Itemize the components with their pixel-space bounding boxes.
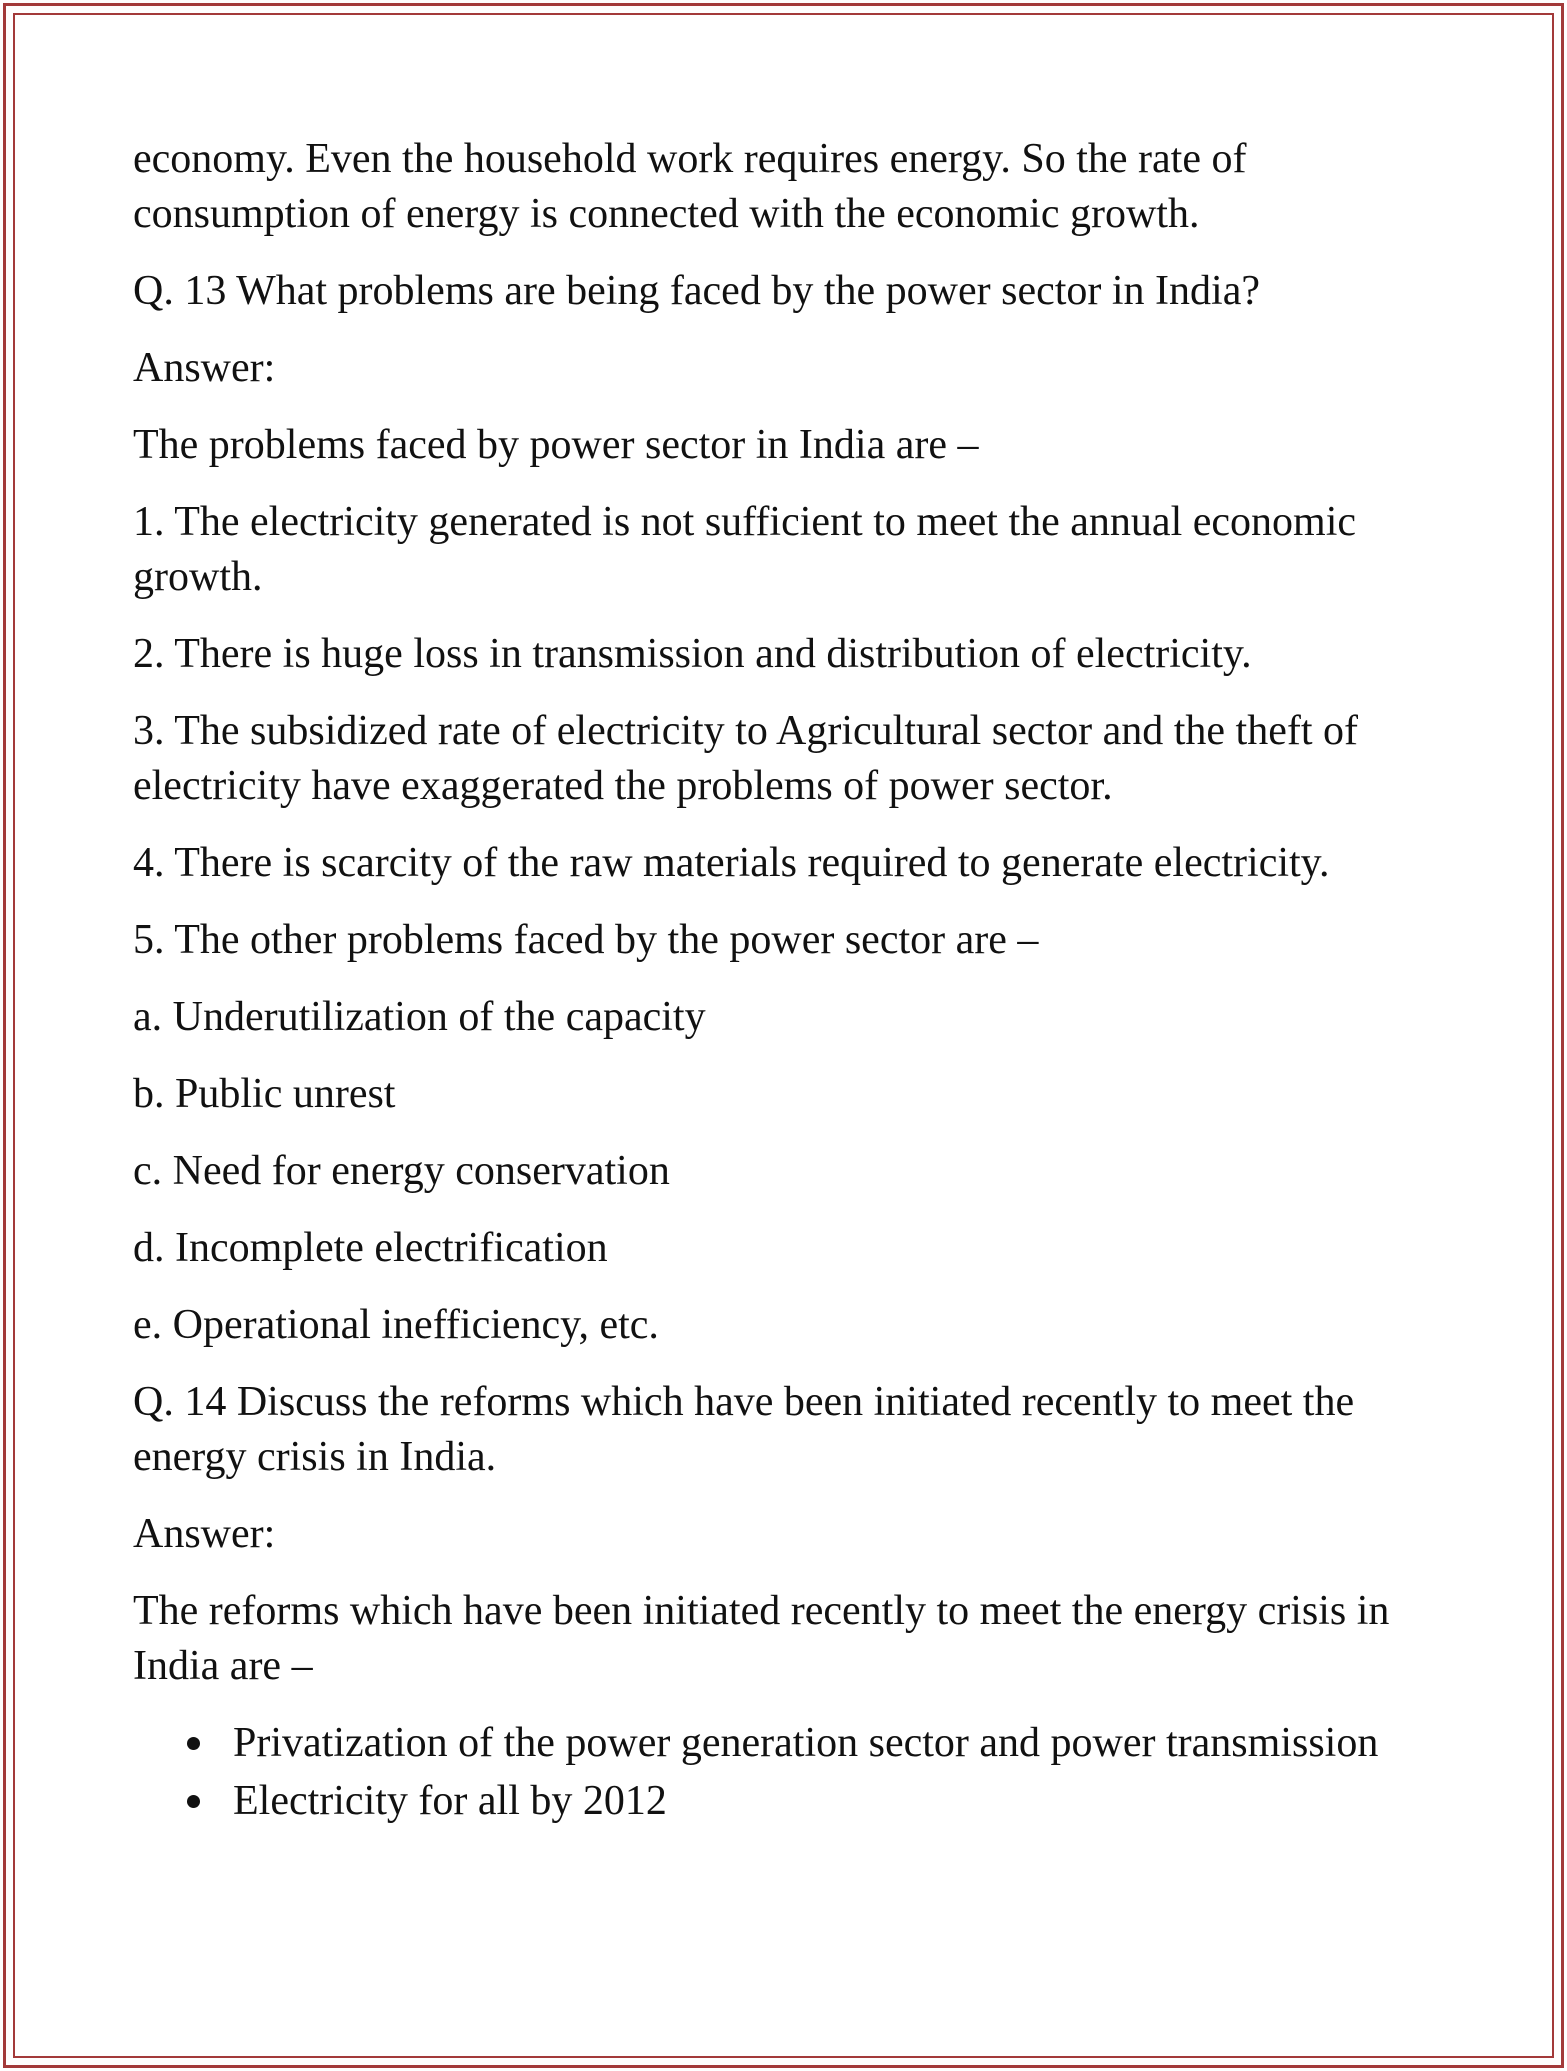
paragraph-economy-growth: economy. Even the household work requires energy. So the rate of consumption of energy is connected with the economic growth. (133, 136, 1247, 237)
reform-text: Electricity for all by 2012 (233, 1778, 667, 1824)
reforms-list (133, 1716, 1433, 1829)
sub-problem-d: d. Incomplete electrification (133, 1225, 608, 1271)
sub-problem-a: a. Underutilization of the capacity (133, 994, 706, 1040)
bullet-icon (187, 1795, 200, 1808)
answer-14-intro: The reforms which have been initiated recently to meet the energy crisis in India are – (133, 1588, 1390, 1689)
reform-list-item (233, 1716, 1433, 1771)
question-14: Q. 14 Discuss the reforms which have been initiated recently to meet the energy crisis in India. (133, 1379, 1355, 1480)
document-body (133, 132, 1433, 1832)
reform-text: Privatization of the power generation sector and power transmission (233, 1720, 1379, 1766)
answer-label-14: Answer: (133, 1511, 276, 1557)
sub-problem-c: c. Need for energy conservation (133, 1148, 670, 1194)
sub-problem-e: e. Operational inefficiency, etc. (133, 1302, 659, 1348)
problem-item-1: 1. The electricity generated is not sufficient to meet the annual economic growth. (133, 499, 1357, 600)
sub-problem-b: b. Public unrest (133, 1071, 396, 1117)
problem-item-3: 3. The subsidized rate of electricity to Agricultural sector and the theft of electricity have exaggerated the problems of power sector. (133, 708, 1358, 809)
problem-item-5: 5. The other problems faced by the power sector are – (133, 917, 1039, 963)
answer-13-intro: The problems faced by power sector in India are – (133, 422, 979, 468)
problem-item-4: 4. There is scarcity of the raw materials required to generate electricity. (133, 840, 1330, 886)
problem-item-2: 2. There is huge loss in transmission and distribution of electricity. (133, 631, 1252, 677)
question-13: Q. 13 What problems are being faced by the power sector in India? (133, 268, 1260, 314)
reform-list-item (233, 1774, 1433, 1829)
bullet-icon (187, 1737, 200, 1750)
answer-label-13: Answer: (133, 345, 276, 391)
